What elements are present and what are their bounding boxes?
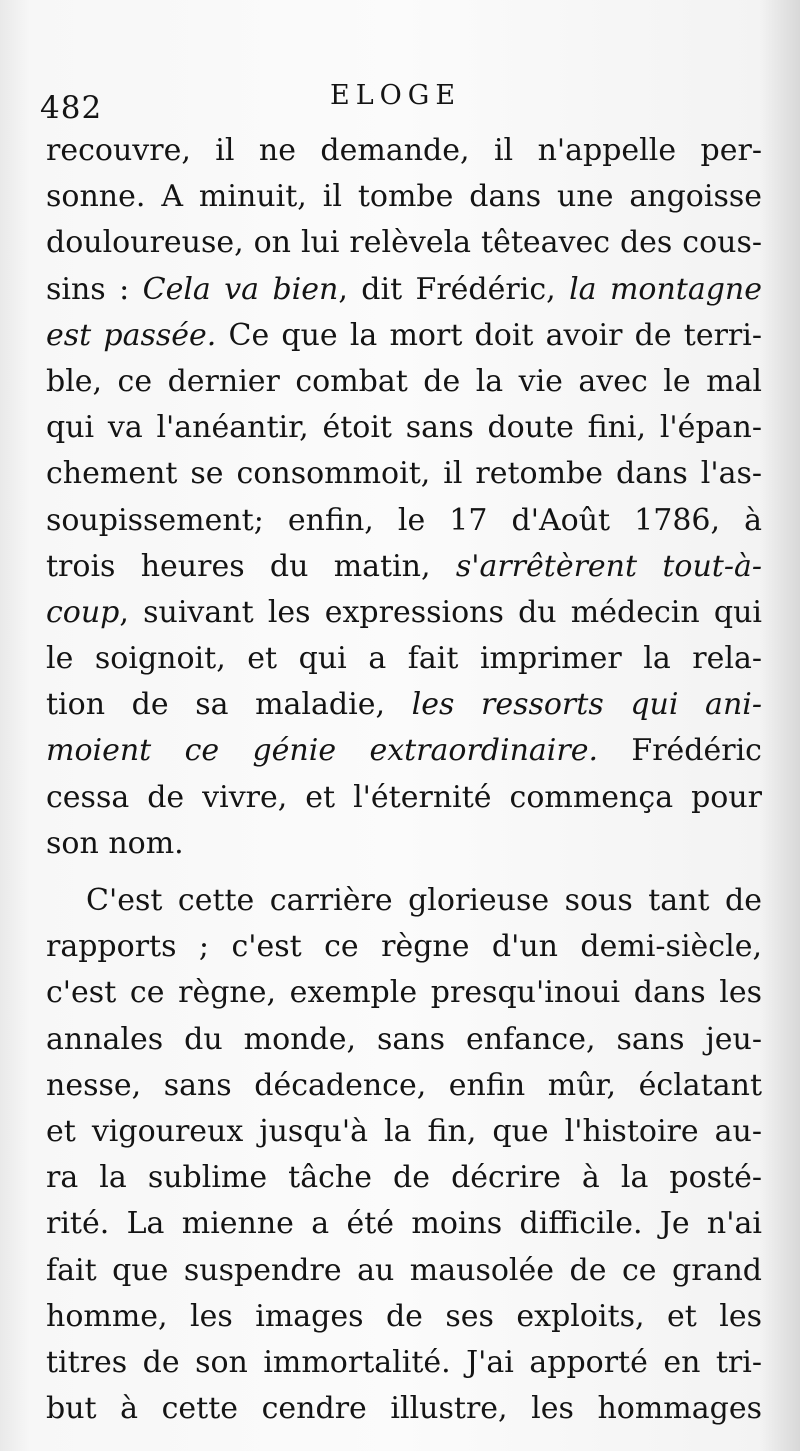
- page-number: 482: [40, 90, 103, 126]
- text-line: [46, 405, 762, 451]
- text-run: qui va l'anéantir, étoit sans doute fini, l'épan-: [46, 410, 762, 446]
- text-run: annales du monde, sans enfance, sans jeu-: [46, 1021, 762, 1057]
- text-run: et vigoureux jusqu'à la fin, que l'histoire au-: [46, 1113, 762, 1149]
- text-run: Frédéric: [598, 733, 762, 769]
- text-line: [46, 128, 762, 174]
- text-run: rité. La mienne a été moins difficile. Je n'ai: [46, 1206, 762, 1242]
- text-line: [46, 220, 762, 266]
- text-line: [46, 498, 762, 544]
- text-run: , dit Frédéric,: [338, 271, 570, 307]
- italic-text: la montagne: [569, 271, 763, 307]
- text-run: le soignoit, et qui a fait imprimer la rela-: [46, 641, 762, 677]
- text-line: [46, 1294, 762, 1340]
- text-line: [46, 1063, 762, 1109]
- text-run: sonne. A minuit, il tombe dans une angoisse: [46, 179, 762, 215]
- text-run: rapports ; c'est ce règne d'un demi-siècle,: [46, 929, 762, 965]
- text-run: but à cette cendre illustre, les hommages: [46, 1391, 762, 1427]
- text-line: [46, 878, 762, 924]
- text-line: [46, 1155, 762, 1201]
- text-line: [46, 544, 762, 590]
- paragraph-gap: [46, 867, 762, 878]
- italic-text: Cela va bien: [142, 271, 339, 307]
- text-line: [46, 1340, 762, 1386]
- text-line: [46, 1109, 762, 1155]
- text-run: nesse, sans décadence, enfin mûr, éclatant: [46, 1067, 762, 1103]
- text-line: [46, 682, 762, 728]
- text-line: [46, 1017, 762, 1063]
- text-line: [46, 451, 762, 497]
- text-run: son nom.: [46, 825, 184, 861]
- text-run: tion de sa maladie,: [46, 687, 412, 723]
- paragraph: [46, 128, 762, 867]
- text-line: [46, 267, 762, 313]
- text-run: Ce que la mort doit avoir de terri-: [216, 317, 762, 353]
- text-line: [46, 590, 762, 636]
- text-run: chement se consommoit, il retombe dans l'as-: [46, 456, 762, 492]
- running-head: ELOGE: [330, 80, 462, 111]
- text-line: [46, 636, 762, 682]
- text-run: cessa de vivre, et l'éternité commença pour: [46, 779, 762, 815]
- text-line: [46, 1248, 762, 1294]
- text-line: [46, 313, 762, 359]
- text-run: recouvre, il ne demande, il n'appelle per-: [46, 133, 762, 168]
- page-header: [0, 78, 800, 126]
- text-run: homme, les images de ses exploits, et les: [46, 1298, 762, 1334]
- italic-text: est passée.: [46, 317, 217, 353]
- text-run: titres de son immortalité. J'ai apporté en tri-: [46, 1344, 762, 1380]
- text-run: soupissement; enfin, le 17 d'Août 1786, à: [46, 502, 762, 538]
- italic-text: moient ce génie extraordinaire.: [46, 733, 599, 769]
- text-line: [46, 775, 762, 821]
- italic-text: les ressorts qui ani-: [411, 687, 762, 723]
- text-run: ra la sublime tâche de décrire à la posté-: [46, 1160, 762, 1196]
- text-line: [46, 174, 762, 220]
- text-run: , suivant les expressions du médecin qui: [119, 594, 762, 630]
- text-line: [46, 1386, 762, 1432]
- italic-text: s'arrêtèrent tout-à-: [455, 548, 762, 584]
- text-run: douloureuse, on lui relèvela têteavec des cous-: [46, 225, 762, 261]
- text-line: [46, 970, 762, 1016]
- text-run: C'est cette carrière glorieuse sous tant de: [86, 883, 762, 918]
- body-text: [46, 128, 762, 1432]
- text-line: [46, 359, 762, 405]
- text-run: sins :: [46, 271, 143, 307]
- text-line: [46, 924, 762, 970]
- italic-text: coup: [46, 594, 120, 630]
- text-run: fait que suspendre au mausolée de ce grand: [46, 1252, 762, 1288]
- paragraph: [46, 878, 762, 1432]
- text-line: [46, 821, 762, 867]
- text-line: [46, 728, 762, 774]
- text-run: c'est ce règne, exemple presqu'inoui dans les: [46, 975, 762, 1011]
- text-run: ble, ce dernier combat de la vie avec le mal: [46, 363, 762, 399]
- text-line: [46, 1201, 762, 1247]
- text-run: trois heures du matin,: [46, 548, 456, 584]
